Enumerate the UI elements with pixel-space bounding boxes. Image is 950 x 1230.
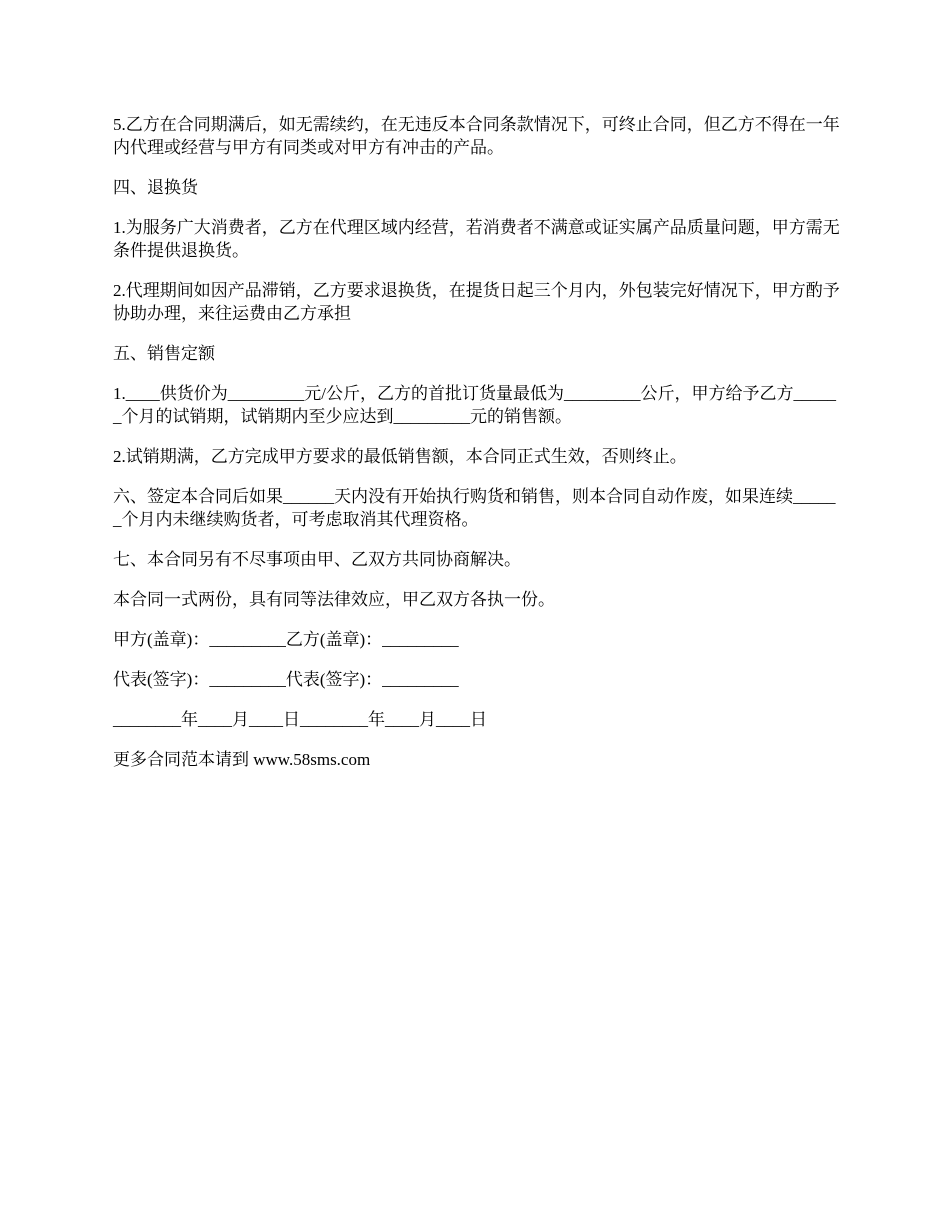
- section-seven-negotiation: 七、本合同另有不尽事项由甲、乙双方共同协商解决。: [113, 550, 521, 569]
- clause-returns-1: 1.为服务广大消费者，乙方在代理区域内经营，若消费者不满意或证实属产品质量问题，甲方需无条件提供退换货。: [113, 218, 840, 260]
- footer-link-text: 更多合同范本请到 www.58sms.com: [113, 750, 371, 769]
- seal-line: 甲方(盖章)：_________乙方(盖章)：_________: [113, 630, 459, 649]
- document-page: [113, 113, 843, 788]
- clause-quota-1: 1.____供货价为_________元/公斤，乙方的首批订货量最低为_________公斤，甲方给予乙方______个月的试销期，试销期内至少应达到_________元的销售额。: [113, 384, 836, 426]
- clause-quota-2: 2.试销期满，乙方完成甲方要求的最低销售额，本合同正式生效，否则终止。: [113, 447, 687, 466]
- clause-returns-2: 2.代理期间如因产品滞销，乙方要求退换货，在提货日起三个月内，外包装完好情况下，甲方酌予协助办理，来往运费由乙方承担: [113, 281, 840, 323]
- clause-5-renewal: 5.乙方在合同期满后，如无需续约，在无违反本合同条款情况下，可终止合同，但乙方不得在一年内代理或经营与甲方有同类或对甲方有冲击的产品。: [113, 115, 840, 157]
- section-six-termination: 六、签定本合同后如果______天内没有开始执行购货和销售，则本合同自动作废，如果连续______个月内未继续购货者，可考虑取消其代理资格。: [113, 487, 836, 529]
- section-heading-sales-quota: 五、销售定额: [113, 344, 215, 363]
- copies-statement: 本合同一式两份，具有同等法律效应，甲乙双方各执一份。: [113, 590, 555, 609]
- signature-line: 代表(签字)：_________代表(签字)：_________: [113, 670, 459, 689]
- date-line: ________年____月____日________年____月____日: [113, 710, 487, 729]
- section-heading-returns: 四、退换货: [113, 178, 198, 197]
